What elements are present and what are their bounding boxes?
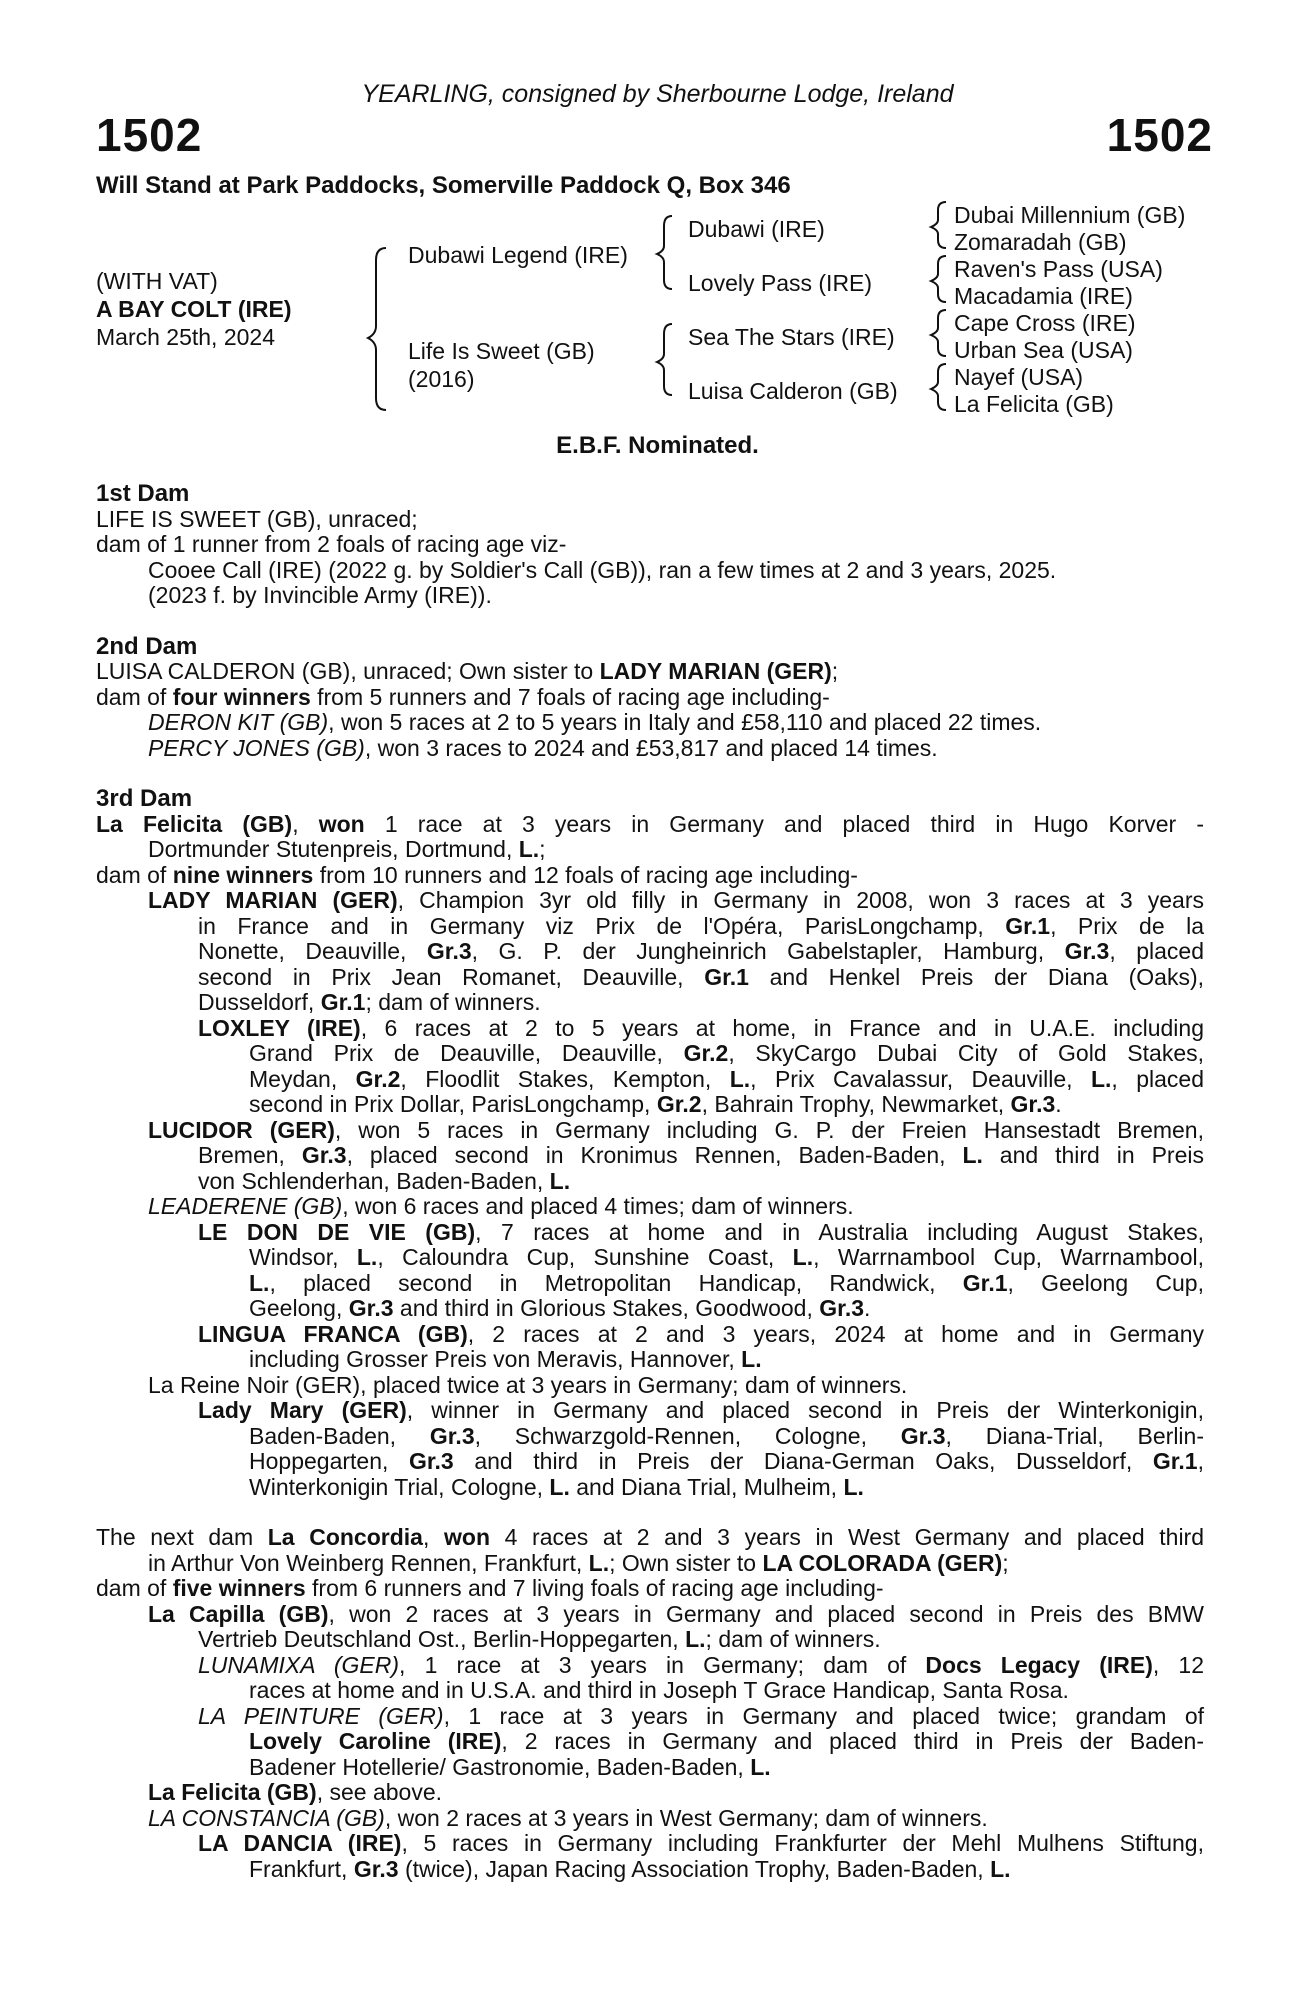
pedigree-gen3-7: Nayef (USA)	[954, 364, 1084, 390]
italic-text: LEADERENE (GB)	[148, 1193, 343, 1219]
text-run: ,	[292, 810, 319, 837]
bold-text: Docs Legacy (IRE)	[925, 1651, 1153, 1678]
pedigree-line	[96, 1041, 1204, 1067]
bold-text: Gr.2	[355, 1065, 401, 1092]
text-run: and third in Preis der Diana-German Oaks, Dusseldorf,	[453, 1448, 1153, 1474]
text-run: .	[864, 1295, 871, 1321]
text-run: ;	[1002, 1549, 1009, 1576]
text-run: from 5 runners and 7 foals of racing age including-	[310, 683, 830, 710]
pedigree-line	[96, 888, 1204, 914]
bold-text: Lady Mary (GER)	[198, 1397, 407, 1423]
text-run: , won 5 races at 2 to 5 years in Italy and £58,110 and placed 22 times.	[328, 709, 1042, 735]
text-run: , placed	[1109, 938, 1204, 964]
pedigree-line	[96, 965, 1204, 991]
text-run: dam of	[96, 1575, 173, 1601]
text-run: and Henkel Preis der Diana (Oaks),	[748, 963, 1204, 990]
bold-text: Gr.3	[348, 1295, 394, 1321]
text-run: Vertrieb Deutschland Ost., Berlin-Hoppegarten,	[198, 1626, 686, 1652]
text-run: (twice), Japan Racing Association Trophy, Baden-Baden,	[398, 1855, 991, 1882]
text-run: Baden-Baden,	[249, 1422, 430, 1449]
pedigree-gen3-2: Zomaradah (GB)	[954, 229, 1127, 255]
pedigree-line	[96, 1347, 1204, 1373]
pedigree-sire: Dubawi Legend (IRE)	[408, 242, 628, 268]
bold-text: La Felicita (GB)	[96, 810, 293, 837]
text-run: and third in Glorious Stakes, Goodwood,	[393, 1295, 820, 1321]
lot-number-left: 1502	[96, 109, 203, 161]
text-run: ; dam of winners.	[365, 989, 541, 1015]
pedigree-dam-year: (2016)	[408, 366, 475, 392]
text-run: .	[1055, 1091, 1062, 1117]
lot-number-right: 1502	[1106, 109, 1213, 161]
pedigree-line	[96, 1602, 1204, 1628]
pedigree-line	[96, 1296, 1204, 1322]
text-run: , Warrnambool Cup, Warrnambool,	[813, 1244, 1204, 1270]
bold-text: L.	[741, 1346, 762, 1372]
text-run: ;	[539, 836, 546, 862]
pedigree-line	[96, 1576, 1204, 1602]
pedigree-line	[96, 736, 1204, 762]
pedigree-line	[96, 1016, 1204, 1042]
text-run: , SkyCargo Dubai City of Gold Stakes,	[728, 1040, 1205, 1066]
pedigree-line	[96, 1780, 1204, 1806]
pedigree-line	[96, 507, 1204, 533]
pedigree-line	[96, 1627, 1204, 1653]
text-run: from 10 runners and 12 foals of racing age including-	[313, 861, 858, 888]
text-run: Winterkonigin Trial, Cologne,	[249, 1473, 550, 1500]
pedigree-line	[96, 939, 1204, 965]
text-run: LIFE IS SWEET (GB), unraced;	[96, 505, 418, 532]
text-run: , Diana-Trial, Berlin-	[945, 1422, 1204, 1449]
stand-location: Will Stand at Park Paddocks, Somerville Paddock Q, Box 346	[96, 172, 791, 199]
consignor-subtitle: YEARLING, consigned by Sherbourne Lodge, Ireland	[361, 80, 954, 108]
text-run: dam of	[96, 861, 173, 888]
pedigree-gen3-4: Macadamia (IRE)	[954, 283, 1133, 309]
text-run: LUISA CALDERON (GB), unraced; Own sister to	[96, 658, 600, 684]
pedigree-line	[96, 1220, 1204, 1246]
bold-text: LA COLORADA (GER)	[762, 1549, 1003, 1576]
text-run: , Champion 3yr old filly in Germany in 2008, won 3 races at 3 years	[397, 887, 1205, 913]
pedigree-notes	[96, 481, 1204, 1882]
pedigree-dam-dam: Luisa Calderon (GB)	[688, 378, 898, 404]
bold-text: Gr.3	[353, 1855, 399, 1882]
text-run: in France and in Germany viz Prix de l'Opéra, ParisLongchamp,	[198, 912, 1006, 939]
bold-text: L.	[549, 1167, 571, 1194]
pedigree-line	[96, 1475, 1204, 1501]
text-run: , won 6 races and placed 4 times; dam of winners.	[342, 1193, 854, 1219]
pedigree-line	[96, 1653, 1204, 1679]
italic-text: LA PEINTURE (GER)	[198, 1702, 444, 1729]
pedigree-line	[96, 1525, 1204, 1551]
pedigree-line	[96, 1067, 1204, 1093]
pedigree-gen3-3: Raven's Pass (USA)	[954, 256, 1163, 282]
bold-text: La Felicita (GB)	[148, 1779, 317, 1805]
bold-text: L.	[843, 1473, 864, 1500]
bold-text: Gr.1	[962, 1269, 1008, 1296]
pedigree-line	[96, 1729, 1204, 1755]
pedigree-line	[96, 1143, 1204, 1169]
text-run: , placed second in Kronimus Rennen, Baden-Baden,	[346, 1142, 963, 1168]
bold-text: Gr.2	[656, 1091, 702, 1117]
text-run: Cooee Call (IRE) (2022 g. by Soldier's Call (GB)), ran a few times at 2 and 3 years, 2025.	[148, 556, 1057, 583]
text-run: in Arthur Von Weinberg Rennen, Frankfurt,	[148, 1549, 589, 1576]
text-run: Hoppegarten,	[249, 1448, 409, 1474]
bold-text: Gr.2	[683, 1040, 729, 1066]
pedigree-gen3-1: Dubai Millennium (GB)	[954, 202, 1186, 228]
pedigree-line	[96, 1245, 1204, 1271]
pedigree-gen3-6: Urban Sea (USA)	[954, 337, 1133, 363]
bold-text: L.	[962, 1142, 983, 1168]
pedigree-line	[96, 863, 1204, 889]
italic-text: DERON KIT (GB)	[148, 709, 329, 735]
pedigree-line	[96, 1678, 1204, 1704]
bold-text: La Capilla (GB)	[148, 1600, 329, 1627]
text-run: Grand Prix de Deauville, Deauville,	[249, 1040, 684, 1066]
pedigree-line	[96, 1398, 1204, 1424]
bold-text: Lovely Caroline (IRE)	[249, 1728, 502, 1754]
pedigree-line	[96, 914, 1204, 940]
text-run: , see above.	[316, 1779, 443, 1805]
pedigree-line	[96, 1118, 1204, 1144]
bold-text: won	[318, 810, 365, 837]
bold-text: L.	[356, 1244, 378, 1270]
text-run: Geelong,	[249, 1295, 349, 1321]
text-run: The next dam	[96, 1524, 268, 1550]
text-run: second in Prix Dollar, ParisLongchamp,	[249, 1091, 657, 1117]
text-run: , Schwarzgold-Rennen, Cologne,	[474, 1422, 901, 1449]
horse-name: A BAY COLT (IRE)	[96, 296, 292, 322]
text-run: , winner in Germany and placed second in Preis der Winterkonigin,	[406, 1397, 1204, 1423]
text-run: , 2 races at 2 and 3 years, 2024 at home and in Germany	[467, 1320, 1204, 1347]
bold-text: L.	[792, 1244, 814, 1270]
pedigree-line	[96, 1831, 1204, 1857]
pedigree-line	[96, 1092, 1204, 1118]
text-run: ;	[831, 658, 839, 684]
text-run: von Schlenderhan, Baden-Baden,	[198, 1167, 550, 1194]
bold-text: Gr.3	[429, 1422, 475, 1449]
bold-text: Gr.3	[819, 1295, 865, 1321]
text-run: from 6 runners and 7 living foals of racing age including-	[305, 1575, 884, 1601]
bold-text: Gr.1	[320, 989, 366, 1015]
pedigree-sire-sire: Dubawi (IRE)	[688, 216, 825, 242]
text-run: second in Prix Jean Romanet, Deauville,	[198, 963, 705, 990]
text-run: Nonette, Deauville,	[198, 938, 427, 964]
bold-text: L.	[685, 1626, 706, 1652]
text-run: , G. P. der Jungheinrich Gabelstapler, Hamburg,	[471, 938, 1065, 964]
text-run: and third in Preis	[982, 1142, 1204, 1168]
text-run: , 1 race at 3 years in Germany and placed twice; grandam of	[443, 1702, 1204, 1729]
bold-text: LE DON DE VIE (GB)	[198, 1218, 476, 1245]
text-run: 1 race at 3 years in Germany and placed third in Hugo Korver -	[364, 810, 1205, 837]
text-run: , Prix de la	[1050, 912, 1204, 939]
text-run: , 12	[1152, 1651, 1204, 1678]
pedigree-dam: Life Is Sweet (GB)	[408, 338, 595, 364]
foaling-date: March 25th, 2024	[96, 324, 276, 350]
pedigree-line	[96, 1704, 1204, 1730]
pedigree-line	[96, 990, 1204, 1016]
italic-text: LUNAMIXA (GER)	[198, 1651, 400, 1678]
pedigree-line	[96, 710, 1204, 736]
text-run: , won 2 races at 3 years in West Germany; dam of winners.	[384, 1804, 988, 1831]
pedigree-line	[96, 1194, 1204, 1220]
section-gap	[96, 609, 1204, 634]
text-run: , 2 races in Germany and placed third in Preis der Baden-	[501, 1728, 1204, 1754]
bold-text: L.	[249, 1269, 270, 1296]
ebf-nomination: E.B.F. Nominated.	[556, 432, 759, 459]
bold-text: LADY MARIAN (GER)	[148, 887, 398, 913]
italic-text: LA CONSTANCIA (GB)	[148, 1804, 385, 1831]
pedigree-line	[96, 1857, 1204, 1883]
pedigree-line	[96, 659, 1204, 685]
pedigree-line	[96, 685, 1204, 711]
pedigree-line	[96, 1551, 1204, 1577]
text-run: Frankfurt,	[249, 1855, 354, 1882]
bold-text: L.	[990, 1855, 1011, 1882]
text-run: including Grosser Preis von Meravis, Hannover,	[249, 1346, 742, 1372]
text-run: , 1 race at 3 years in Germany; dam of	[399, 1651, 926, 1678]
vat-note: (WITH VAT)	[96, 268, 218, 294]
bold-text: LA DANCIA (IRE)	[198, 1830, 402, 1856]
text-run: (2023 f. by Invincible Army (IRE)).	[148, 582, 492, 608]
text-run: , won 2 races at 3 years in Germany and placed second in Preis des BMW	[328, 1600, 1204, 1627]
bold-text: LINGUA FRANCA (GB)	[198, 1320, 468, 1347]
text-run: , placed second in Metropolitan Handicap, Randwick,	[269, 1269, 963, 1296]
bold-text: L.	[518, 836, 540, 862]
text-run: Windsor,	[249, 1244, 357, 1270]
text-run: , Prix Cavalassur, Deauville,	[750, 1065, 1091, 1092]
text-run: La Reine Noir (GER), placed twice at 3 years in Germany; dam of winners.	[148, 1371, 908, 1398]
italic-text: PERCY JONES (GB)	[148, 734, 365, 761]
text-run: , Caloundra Cup, Sunshine Coast,	[377, 1244, 793, 1270]
section-gap	[96, 1500, 1204, 1525]
pedigree-line	[96, 1755, 1204, 1781]
bold-text: Gr.1	[704, 963, 749, 990]
text-run: , 5 races in Germany including Frankfurter der Mehl Mulhens Stiftung,	[401, 1830, 1204, 1856]
pedigree-line	[96, 1271, 1204, 1297]
pedigree-dam-sire: Sea The Stars (IRE)	[688, 324, 895, 350]
text-run: Dusseldorf,	[198, 989, 321, 1015]
text-run: , 7 races at home and in Australia including August Stakes,	[475, 1218, 1205, 1245]
text-run: dam of 1 runner from 2 foals of racing age viz-	[96, 531, 567, 557]
pedigree-line	[96, 1169, 1204, 1195]
text-run: Meydan,	[249, 1065, 356, 1092]
bold-text: Gr.1	[1152, 1448, 1198, 1474]
section-title: 1st Dam	[96, 480, 190, 507]
text-run: , Floodlit Stakes, Kempton,	[400, 1065, 730, 1092]
pedigree-gen3-5: Cape Cross (IRE)	[954, 310, 1136, 336]
text-run: dam of	[96, 683, 173, 710]
bold-text: L.	[549, 1473, 570, 1500]
pedigree-line	[96, 1424, 1204, 1450]
pedigree-line	[96, 583, 1204, 609]
pedigree-line	[96, 558, 1204, 584]
bold-text: Gr.3	[1010, 1091, 1056, 1117]
text-run: ; dam of winners.	[705, 1626, 881, 1652]
bold-text: Gr.3	[301, 1142, 347, 1168]
pedigree-sire-dam: Lovely Pass (IRE)	[688, 270, 873, 296]
bold-text: four winners	[172, 683, 311, 710]
pedigree-line	[96, 1806, 1204, 1832]
pedigree-line	[96, 1373, 1204, 1399]
text-run: , won 3 races to 2024 and £53,817 and placed 14 times.	[364, 734, 938, 761]
pedigree-gen3-8: La Felicita (GB)	[954, 391, 1114, 417]
bold-text: L.	[588, 1549, 610, 1576]
pedigree-line	[96, 1449, 1204, 1475]
bold-text: L.	[729, 1065, 751, 1092]
bold-text: five winners	[172, 1575, 306, 1601]
bold-text: Gr.3	[426, 938, 472, 964]
bold-text: Gr.3	[900, 1422, 946, 1449]
bold-text: Gr.3	[408, 1448, 454, 1474]
text-run: Bremen,	[198, 1142, 302, 1168]
section-title: 3rd Dam	[96, 785, 193, 812]
bold-text: L.	[750, 1753, 771, 1780]
text-run: Badener Hotellerie/ Gastronomie, Baden-Baden,	[249, 1753, 751, 1780]
text-run: ; Own sister to	[609, 1549, 763, 1576]
text-run: Dortmunder Stutenpreis, Dortmund,	[148, 836, 519, 862]
section-title: 2nd Dam	[96, 632, 198, 660]
text-run: , 6 races at 2 to 5 years at home, in France and in U.A.E. including	[360, 1014, 1204, 1041]
bold-text: Gr.1	[1005, 912, 1051, 939]
text-run: , won 5 races in Germany including G. P. der Freien Hansestadt Bremen,	[334, 1116, 1204, 1143]
text-run: ,	[1197, 1448, 1204, 1474]
bold-text: La Concordia	[267, 1524, 423, 1550]
text-run: , Bahrain Trophy, Newmarket,	[701, 1091, 1011, 1117]
text-run: ,	[422, 1524, 444, 1550]
pedigree-line	[96, 812, 1204, 838]
bold-text: nine winners	[172, 861, 314, 888]
pedigree-line	[96, 1322, 1204, 1348]
pedigree-line	[96, 837, 1204, 863]
section-gap	[96, 761, 1204, 786]
bold-text: won	[444, 1524, 490, 1550]
bold-text: LOXLEY (IRE)	[198, 1014, 361, 1041]
text-run: 4 races at 2 and 3 years in West Germany and placed third	[490, 1524, 1204, 1550]
text-run: and Diana Trial, Mulheim,	[569, 1473, 844, 1500]
text-run: , Geelong Cup,	[1007, 1269, 1204, 1296]
text-run: races at home and in U.S.A. and third in Joseph T Grace Handicap, Santa Rosa.	[249, 1677, 1069, 1703]
bold-text: LADY MARIAN (GER)	[599, 658, 832, 684]
pedigree-line	[96, 532, 1204, 558]
bold-text: L.	[1090, 1065, 1112, 1092]
bold-text: Gr.3	[1064, 938, 1110, 964]
text-run: , placed	[1111, 1065, 1204, 1092]
bold-text: LUCIDOR (GER)	[148, 1116, 335, 1143]
